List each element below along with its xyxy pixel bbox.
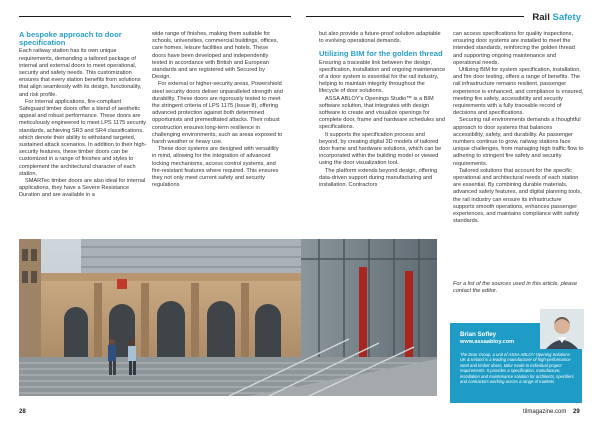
page-number-left: 28 bbox=[19, 409, 26, 415]
author-bio: The Door Group, a unit of ASSA ABLOY Opening Solutions UK & Ireland is a leading manufacturer of high-performance steel and timber doors, tailor made to individual project requirements. It provides a specification, manufacture, installation and maintenance solution for architects, specifiers and contractors working across a range of markets. bbox=[460, 352, 574, 385]
paragraph: Each railway station has its own unique requirements, demanding a tailored package of internal and external doors to meet operational, security and safety needs. This customization ensures that every station benefits from solutions that align seamlessly with its design, functionality, and risk profile. bbox=[19, 48, 142, 98]
paragraph: These door systems are designed with versatility in mind, allowing for the integration of advanced locking mechanisms, access control systems, and fire-resistant features where required. This ensures they not only meet current safety and security regulations bbox=[152, 146, 279, 189]
paragraph: wide range of finishes, making them suitable for schools, universities, commercial buildings, offices, care homes, leisure facilities and hotels. These doors have been developed and independently tested in accordance with British and European standards and are registered with Secured by Design. bbox=[152, 31, 279, 81]
author-name: Brian Sofley bbox=[460, 331, 497, 338]
column-3 bbox=[319, 31, 446, 189]
author-box bbox=[450, 323, 582, 403]
header-rule-left bbox=[19, 16, 291, 17]
paragraph: Utilizing BIM for system specification, installation, and fire door testing, offers a range of benefits. The rail infrastructure remains resilient, passenger experience is enhanced, and compliance is ensured, meeting fire safety, accessibility and security requirements with a fully traceable record of decisions and specifications. bbox=[453, 67, 584, 117]
station-photo-illustration bbox=[19, 239, 437, 396]
paragraph: It supports the specification process and beyond, by creating digital 3D models of tailored door frame and hardware solutions, which can be incorporated within the building model or viewed using the door visualization tool. bbox=[319, 131, 442, 167]
paragraph: can access specifications for quality inspections, ensuring door systems are installed to meet the intended standards, reinforcing the golden thread and supporting ongoing maintenance and operational needs. bbox=[453, 31, 575, 66]
paragraph: For internal applications, fire-compliant Safeguard timber doors offer a blend of aesthetic appeal and robust performance. These doors are meticulously engineered to meet LPS 1175 security standards, achieving SR3 and SR4 classifications, which denote their ability to withstand targeted, sustained attack scenarios. In addition to their high-security features, these timber doors can be customized in a range of finishes and styles to complement the architectural character of each station. bbox=[19, 98, 147, 177]
paragraph: Ensuring a traceable link between the design, specification, installation and ongoing maintenance of a door system is essential for the rail industry, helping to maintain integrity throughout the lifecycle of door solutions. bbox=[319, 59, 446, 95]
heading-bim-golden-thread: Utilizing BIM for the golden thread bbox=[319, 49, 443, 59]
magazine-website: tilmagazine.com bbox=[523, 409, 567, 415]
author-headshot bbox=[540, 309, 584, 349]
column-4 bbox=[453, 31, 584, 225]
paragraph: The platform extends beyond design, offering data-driven support during manufacturing and installation. Contractors bbox=[319, 167, 438, 189]
paragraph: ASSA ABLOY's Openings Studio™ is a BIM software solution, that integrates with design software to create and visualize openings for complete door, frame and hardware schedules and specifications. bbox=[319, 95, 445, 131]
paragraph: SMARTec timber doors are also ideal for internal applications, they have a Severe Resistance Duration and are available in a bbox=[19, 178, 146, 199]
paragraph: Tailored solutions that account for the specific operational and architectural needs of each station are essential. By combining durable materials, advanced safety features, and digital planning tools, the rail industry can ensure its infrastructure supports smooth operations, enhances passenger experiences, and maintains compliance with safety standards. bbox=[453, 167, 582, 225]
station-photo bbox=[19, 239, 437, 396]
sources-note: For a list of the sources used in this article, please contact the editor. bbox=[453, 281, 578, 295]
page-number-right: 29 bbox=[573, 409, 580, 415]
heading-bespoke-approach: A bespoke approach to door specification bbox=[19, 30, 122, 48]
paragraph: Securing rail environments demands a thoughtful approach to door systems that balances accessibility, safety, and durability. As passenger numbers continue to grow, railway stations face unique challenges, from managing high traffic flow to adhering to stringent fire safety and security requirements. bbox=[453, 117, 584, 167]
paragraph: but also provide a future-proof solution adaptable to evolving operational demands. bbox=[319, 31, 441, 45]
column-2 bbox=[152, 31, 283, 189]
author-website[interactable]: www.assaabloy.com bbox=[460, 339, 515, 345]
paragraph: For external or higher-security areas, Powershield steel security doors deliver unparalleled strength and durability. These doors are rigorously tested to meet the stringent criteria of LPS 1175 (Issue 8), offering advanced protection against both determined opportunists and premeditated attacks. Their robust construction ensures long-term resilience in challenging environments, such as areas exposed to harsh weather or heavy use. bbox=[152, 81, 283, 146]
header-rule-right bbox=[306, 16, 524, 17]
column-1 bbox=[19, 31, 148, 200]
section-label: Rail Safety bbox=[532, 12, 581, 23]
